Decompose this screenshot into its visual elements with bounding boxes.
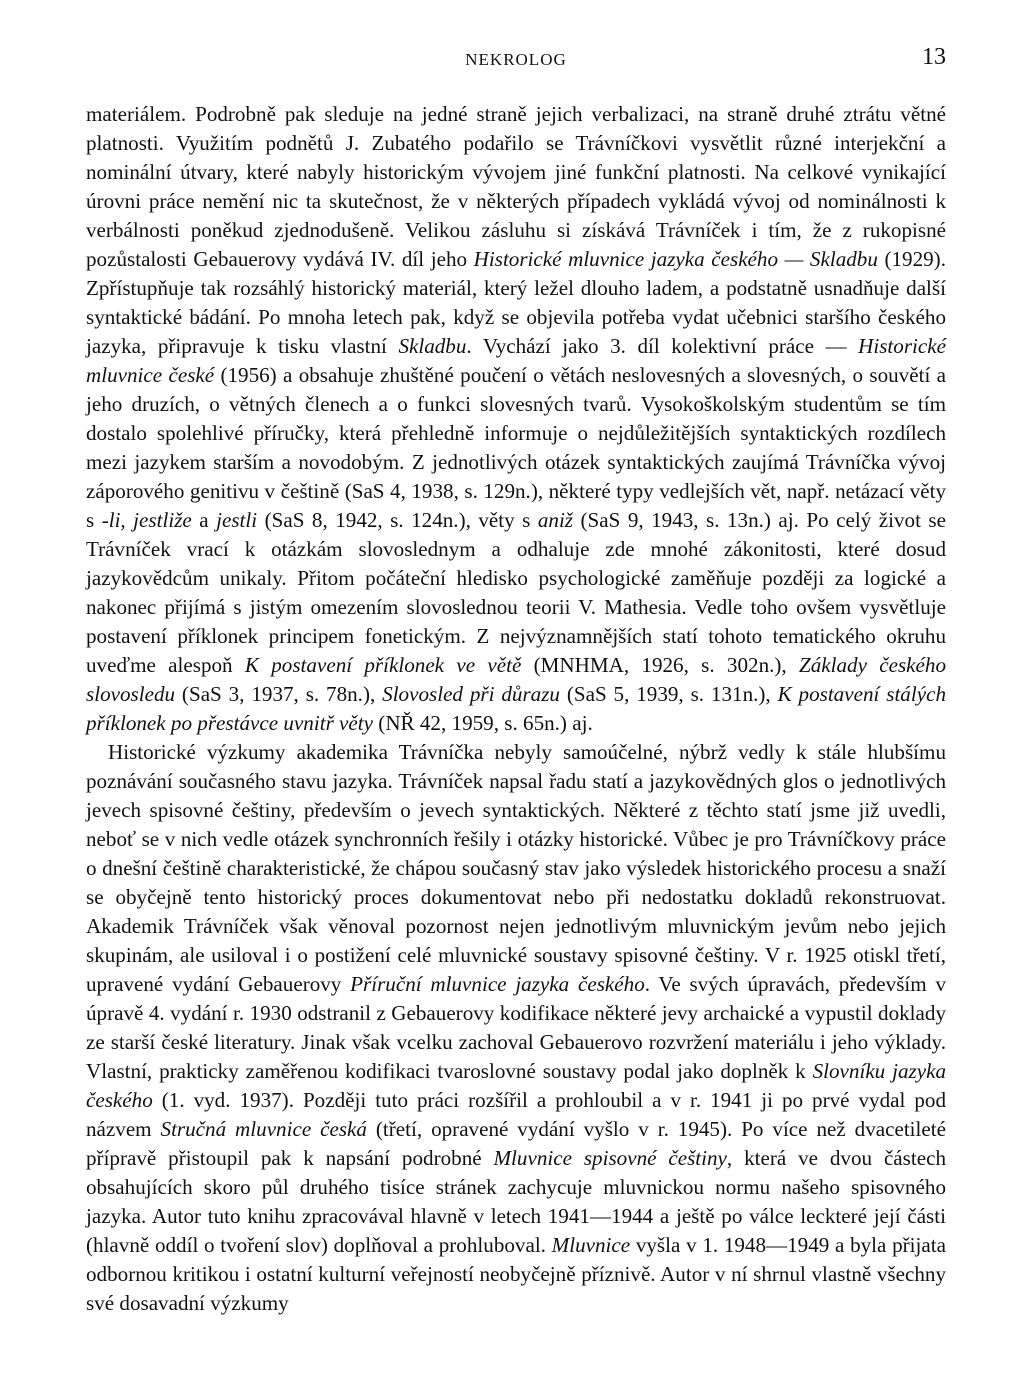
- text-run: , která ve dvou částech obsahujících skoro půl druhého tisíce stránek zachycuje mluvnickou normu našeho spisovného jazyka. Autor tuto knihu zpracovával hlavně v letech 1941—1944 a ještě po válce leckteré její části (hlavně oddíl o tvoření slov) doplňoval a prohluboval.: [86, 1146, 947, 1257]
- text-run: (SaS 3, 1937, s. 78n.),: [175, 682, 383, 706]
- page-number: 13: [922, 44, 946, 70]
- italic-title: aniž: [537, 508, 574, 532]
- text-run: (NŘ 42, 1959, s. 65n.) aj.: [373, 711, 593, 735]
- italic-title: Stručná mluvnice česká: [160, 1117, 367, 1141]
- text-run: (SaS 5, 1939, s. 131n.),: [559, 682, 778, 706]
- italic-title: Základy českého slovosledu: [86, 653, 947, 706]
- text-run: . Vychází jako 3. díl kolektivní práce —: [466, 334, 859, 358]
- text-run: (MNHMA, 1926, s. 302n.),: [521, 653, 799, 677]
- text-run: a: [191, 508, 217, 532]
- text-run: (1929). Zpřístupňuje tak rozsáhlý historický materiál, který ležel dlouho ladem, a podstatně usnadňuje další syntaktické bádání. Po mnoha letech pak, když se objevila potřeba vydat učebnici staršího českého jazyka, připravuje k tisku vlastní: [86, 247, 946, 358]
- text-run: Historické výzkumy akademika Trávníčka nebyly samoúčelné, nýbrž vedly k stále hlubšímu poznávání současného stavu jazyka. Trávníček napsal řadu statí a jazykovědných glos o jednotlivých jevech spisovné češtiny, především o jevech syntaktických. Některé z těchto statí jsme již uvedli, neboť se v nich vedle otázek synchronních řešily i otázky historické. Vůbec je pro Trávníčkovy práce o dnešní češtině charakteristické, že chápou současný stav jako výsledek historického procesu a snaží se obyčejně tento historický proces dokumentovat nebo při nedostatku dokladů rekonstruovat. Akademik Trávníček však věnoval pozornost nejen jednotlivým mluvnickým jevům nebo jejich skupinám, ale usiloval i o postižení celé mluvnické soustavy spisovné češtiny. V r. 1925 otiskl třetí, upravené vydání Gebauerovy: [86, 740, 946, 996]
- text-run: (SaS 8, 1942, s. 124n.), věty s: [257, 508, 538, 532]
- article-body: [86, 100, 946, 1318]
- italic-title: Mluvnice spisovné češtiny: [493, 1146, 727, 1170]
- page: [86, 44, 946, 1318]
- text-run: . Ve svých úpravách, především v úpravě 4. vydání r. 1930 odstranil z Gebauerovy kodifikace některé jevy archaické a vypustil doklady ze starší české literatury. Jinak však vcelku zachoval Gebauerovo rozvržení materiálu i jeho výklady. Vlastní, prakticky zaměřenou kodifikaci tvaroslovné soustavy podal jako doplněk k: [86, 972, 947, 1083]
- text-run: (1. vyd. 1937). Později tuto práci rozšířil a prohloubil a v r. 1941 ji po prvé vydal pod názvem: [86, 1088, 946, 1141]
- running-title: NEKROLOG: [465, 50, 567, 69]
- text-run: (třetí, opravené vydání vyšlo v r. 1945). Po více než dvacetileté přípravě přistoupil pak k napsání podrobné: [86, 1117, 946, 1170]
- running-head: [86, 44, 946, 78]
- italic-title: jestli: [216, 508, 258, 532]
- paragraph: [86, 738, 946, 1318]
- italic-title: Slovosled při důrazu: [382, 682, 560, 706]
- italic-title: K postavení příklonek ve větě: [244, 653, 522, 677]
- italic-title: Příruční mluvnice jazyka českého: [350, 972, 645, 996]
- text-run: (1956) a obsahuje zhuštěné poučení o větách neslovesných a slovesných, o souvětí a jeho druzích, o větných členech a o funkci slovesných tvarů. Vysokoškolským studentům se tím dostalo spolehlivé příručky, která přehledně informuje o nejdůležitějších syntaktických rozdílech mezi jazykem starším a novodobým. Z jednotlivých otázek syntaktických zaujímá Trávníčka vývoj záporového genitivu v češtině (SaS 4, 1938, s. 129n.), některé typy vedlejších vět, např. netázací věty s: [86, 363, 946, 532]
- italic-title: Mluvnice: [551, 1233, 631, 1257]
- text-run: vyšla v 1. 1948—1949 a byla přijata odbornou kritikou i ostatní kulturní veřejností neobyčejně příznivě. Autor v ní shrnul vlastně všechny své dosavadní výzkumy: [86, 1233, 946, 1315]
- italic-title: K postavení stálých příklonek po přestávce uvnitř věty: [86, 682, 946, 735]
- text-run: (SaS 9, 1943, s. 13n.) aj. Po celý život se Trávníček vrací k otázkám slovoslednym a odhaluje zde mnohé zákonitosti, které dosud jazykovědcům unikaly. Přitom počáteční hledisko psychologické zaměňuje později za logické a nakonec přijímá s jistým omezením slovoslednou teorii V. Mathesia. Vedle toho ovšem vysvětluje postavení příklonek principem fonetickým. Z nejvýznamnějších statí tohoto tematického okruhu uveďme alespoň: [86, 508, 946, 677]
- italic-title: Historické mluvnice české: [86, 334, 946, 387]
- italic-title: Historické mluvnice jazyka českého — Skladbu: [473, 247, 878, 271]
- italic-title: -li, jestliže: [101, 508, 192, 532]
- text-run: materiálem. Podrobně pak sleduje na jedné straně jejich verbalizaci, na straně druhé ztrátu větné platnosti. Využitím podnětů J. Zubatého podařilo se Trávníčkovi vysvětlit různé interjekční a nominální útvary, které nabyly historickým vývojem jiné funkční platnosti. Na celkové vynikající úrovni práce nemění nic ta skutečnost, že v některých případech vykládá vývoj od nominálnosti k verbálnosti poněkud zjednodušeně. Velikou zásluhu si získává Trávníček i tím, že z rukopisné pozůstalosti Gebauerovy vydává IV. díl jeho: [86, 102, 946, 271]
- italic-title: Slovníku jazyka českého: [86, 1059, 946, 1112]
- italic-title: Skladbu: [398, 334, 467, 358]
- paragraph: [86, 100, 946, 738]
